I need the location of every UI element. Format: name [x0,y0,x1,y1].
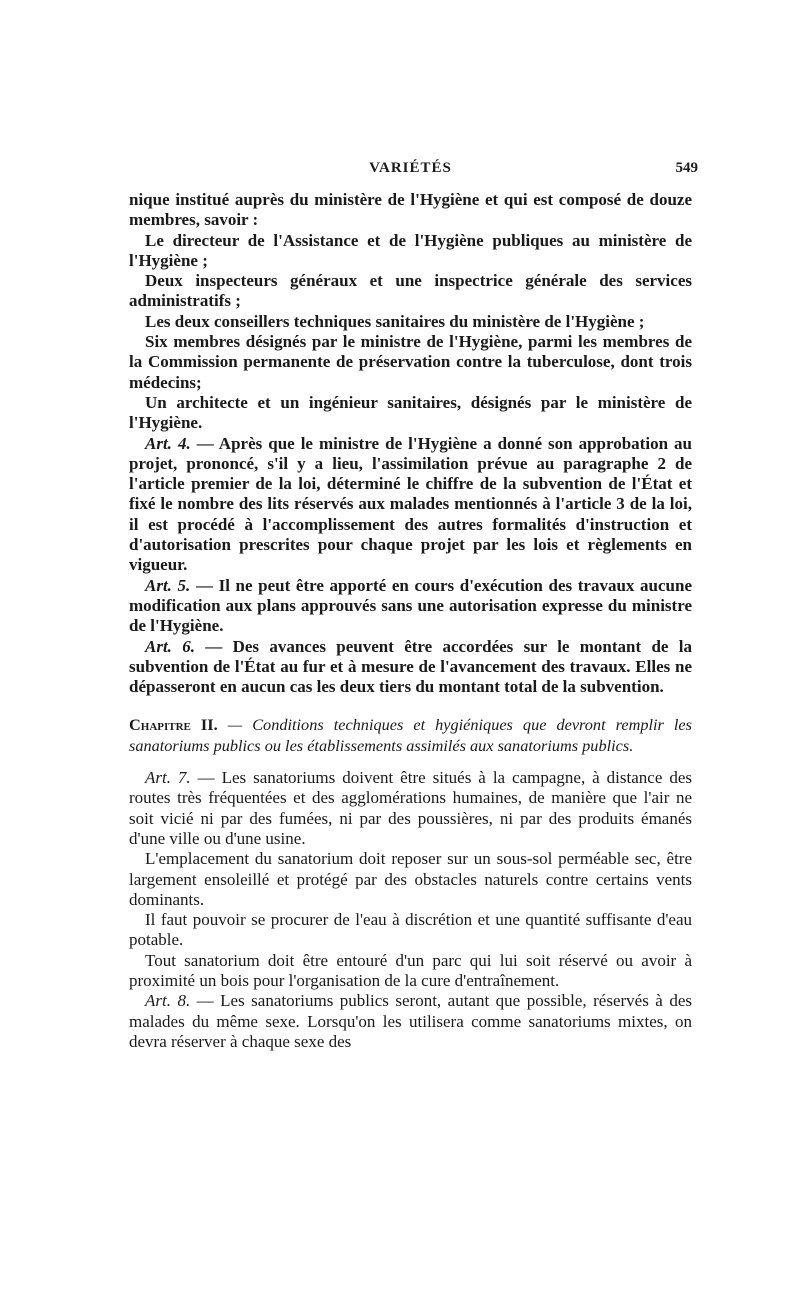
article-text: — Après que le ministre de l'Hygiène a donné son approbation au projet, prononcé, s'il y a lieu, l'assimilation prévue au paragraphe 2 de l'article premier de la loi, déterminé le chiffre de la subvention de l'État et fixé le nombre des lits réservés aux malades mentionnés à l'article 3 de la loi, il est procédé à l'accomplissement des autres formalités d'instruction et d'autorisation prescrites pour chaque projet par les lois et règlements en vigueur. [129,433,692,575]
paragraph: Le directeur de l'Assistance et de l'Hygiène publiques au ministère de l'Hygiène ; [129,230,692,270]
paragraph: Tout sanatorium doit être entouré d'un parc qui lui soit réservé ou avoir à proximité un bois pour l'organisation de la cure d'entraînement. [129,950,692,990]
article-label: Art. 7. [145,768,191,788]
paragraph: Deux inspecteurs généraux et une inspectrice générale des services administratifs ; [129,271,692,311]
article-label: Art. 6. [145,636,195,656]
page-header [129,160,698,190]
article-text: — Des avances peuvent être accordées sur le montant de la subvention de l'État au fur et à mesure de l'avancement des travaux. Elles ne dépasseront en aucun cas les deux tiers du montant total de la subvention. [129,636,692,697]
article-4 [129,434,692,576]
paragraph: Les deux conseillers techniques sanitaires du ministère de l'Hygiène ; [145,311,645,331]
article-label: Art. 4. [145,433,191,453]
chapter-title: — Conditions techniques et hygiéniques que devront remplir les sanatoriums publics ou les établissements assimilés aux sanatoriums publics. [129,715,692,755]
paragraph: Il faut pouvoir se procurer de l'eau à discrétion et une quantité suffisante d'eau potable. [129,910,692,950]
page [129,160,698,1052]
article-label: Art. 5. [145,575,191,595]
paragraph: nique institué auprès du ministère de l'Hygiène et qui est composé de douze membres, savoir : [129,190,692,230]
article-text: — Il ne peut être apporté en cours d'exécution des travaux aucune modification aux plans approuvés sans une autorisation expresse du ministre de l'Hygiène. [129,575,692,636]
article-label: Art. 8. [145,991,191,1011]
article-7 [129,768,692,849]
article-text: — Les sanatoriums publics seront, autant que possible, réservés à des malades du même sexe. Lorsqu'on les utilisera comme sanatoriums mixtes, on devra réserver à chaque sexe des [129,991,692,1051]
article-text: — Les sanatoriums doivent être situés à la campagne, à distance des routes très fréquentées et des agglomérations humaines, de manière que l'air ne soit vicié ni par des fumées, ni par des poussières, ni par des produits émanés d'une ville ou d'une usine. [129,768,692,848]
body-section-2 [129,768,692,1052]
paragraph: Un architecte et un ingénieur sanitaires, désignés par le ministère de l'Hygiène. [129,392,692,433]
article-5 [129,576,692,637]
chapter-label: Chapitre II. [129,715,218,735]
article-8 [129,991,692,1052]
paragraph: L'emplacement du sanatorium doit reposer sur un sous-sol perméable sec, être largement ensoleillé et protégé par des obstacles naturels contre certains vents dominants. [129,849,692,909]
running-head: VARIÉTÉS [369,160,452,176]
paragraph: Six membres désignés par le ministre de l'Hygiène, parmi les membres de la Commission permanente de préservation contre la tuberculose, dont trois médecins; [129,332,692,392]
article-6 [129,637,692,698]
page-number: 549 [675,160,698,176]
chapter-heading [129,715,692,756]
body-section-1 [129,190,692,697]
